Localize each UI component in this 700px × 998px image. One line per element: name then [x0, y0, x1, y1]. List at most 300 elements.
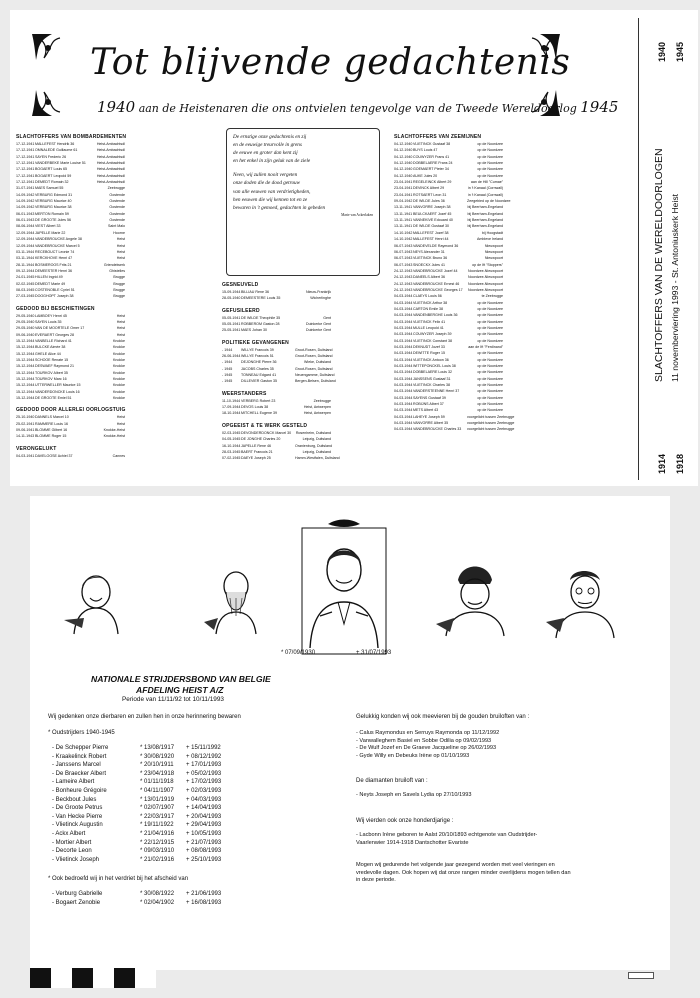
victim-name: DANEELS Albert 36	[413, 275, 445, 280]
victim-name: VANDEBROUCKE Jozef 44	[413, 268, 458, 273]
victim-place: bij Beerham-Engeland	[467, 218, 503, 223]
gold-wedding-label: Gelukkig konden wij ook meevieren bij de gouden bruiloften van :	[356, 714, 530, 720]
victim-place: bij Beerham-Engeland	[467, 205, 503, 210]
member-death: + 25/10/1993	[186, 856, 222, 863]
text-line: - Lacbonn Irène geboren te Aalst 20/10/1893 echtgenote van Oudstrijder-	[356, 832, 538, 838]
victim-name: VANDEBROUCKE Charles 33	[413, 427, 462, 432]
victim-name: VANDEBROUCKE Ernest 46	[413, 281, 460, 286]
victim-place: op de Noordzee	[477, 325, 503, 330]
victim-place: Ghistelles	[109, 268, 125, 273]
victim-date: 23-04-1941	[394, 186, 413, 191]
victim-date: - 1944	[222, 360, 233, 365]
victim-place: Heist-Ambachtsdl	[96, 154, 125, 159]
victim-name: VANVORRE Joseph 38	[413, 205, 451, 210]
victim-name: VLIETINCK Constant 38	[413, 338, 452, 343]
scale-marker	[628, 972, 654, 979]
member-death: + 15/11/1992	[186, 745, 221, 751]
victim-place: Oostende	[109, 192, 125, 197]
victim-date: 27-03-1945	[16, 294, 35, 299]
victim-name: SAYEN Frederic 26	[35, 154, 67, 159]
victim-place: Leipzig, Duitsland	[302, 449, 331, 454]
center-birth-date: * 07/09/1930	[281, 650, 316, 656]
victim-name: TOURKOV Marc 16	[35, 377, 67, 382]
victim-date: 24-12-1943	[394, 268, 413, 273]
victim-name: DAEYE Joseph 25	[241, 456, 271, 461]
swatch-light-1	[51, 968, 72, 988]
member-birth: * 13/01/1919	[140, 796, 175, 803]
centenarian-label: Wij vierden ook onze honderdjarige :	[356, 818, 454, 824]
afscheid-label: * Ook bedroefd wij in het verdriet bij het afscheid van	[48, 876, 189, 882]
swatch-dark-2	[72, 968, 93, 988]
victim-date: 24-12-1943	[394, 287, 413, 292]
victim-date: 06-01-1943	[16, 211, 35, 216]
victim-name: DE GROOTE Emiel 51	[35, 396, 72, 401]
side-title: SLACHTOFFERS VAN DE WERELDOORLOGEN	[653, 148, 665, 382]
victim-date: 24-12-1943	[394, 281, 413, 286]
member-birth: * 30/08/1922	[140, 891, 175, 897]
gold-wedding-list	[356, 730, 499, 760]
victim-name: SCHOOE Renate 15	[35, 358, 69, 362]
victim-name: VLIETINCK Bruno 36	[413, 256, 448, 261]
victim-name: KERCKHOVE Henri 47	[35, 256, 73, 261]
victim-date: 16-10-1944	[222, 443, 241, 448]
victim-name: JACOBS Charles 35	[241, 366, 274, 371]
victim-place: Ambleve Ireland	[477, 237, 503, 242]
victim-name: BUYS Louis 47	[413, 148, 438, 153]
member-death: + 17/02/1993	[186, 779, 222, 786]
victim-row	[222, 455, 388, 461]
victim-name: MALLEFEST Hendrik 36	[35, 142, 75, 146]
victim-place: bij Beerham-Engeland	[467, 211, 503, 216]
poem-line: en het enkel in zijn geluk van de ziele	[233, 158, 311, 165]
victim-date: 13-11-1941	[394, 218, 413, 223]
member-row	[52, 778, 221, 787]
victim-place: Knokke-Heist	[103, 434, 125, 439]
victim-place: Knokke	[113, 370, 125, 375]
victim-name: DE JONGHE Charles 20	[241, 437, 281, 442]
victim-date: 13-11-1941	[394, 205, 413, 210]
period-text: Periode van 11/11/92 tot 10/11/1993	[122, 696, 224, 703]
victim-name: MITCHELL Eugene 39	[241, 411, 278, 416]
victim-date: 26-06-1944	[222, 354, 241, 359]
victim-name: HILLEN Ingrid 49	[35, 275, 63, 280]
member-birth: * 19/11/1922	[140, 822, 174, 829]
victim-date: 18-10-1944	[222, 411, 241, 416]
victim-date: 04-12-1940	[394, 167, 413, 172]
victim-place: op de Noordzee	[477, 154, 503, 159]
subtitle-text: aan de Heistenaren die ons ontvielen tengevolge van de Tweede Wereldoorlog	[138, 102, 577, 115]
victim-date: 25-05-1941	[222, 328, 241, 333]
swatch-dark-1	[30, 968, 51, 988]
victim-place: aan de Hill "Cumae"	[470, 180, 503, 185]
victim-date: 13-11-1941	[394, 224, 413, 229]
portrait-4-icon	[432, 560, 516, 638]
member-row	[52, 796, 221, 805]
victim-date: 17-12-1941	[16, 173, 35, 178]
victim-place: Heist-Ambachtsdl	[96, 161, 125, 166]
victim-name: SAYENS Gustaaf 39	[413, 395, 446, 400]
victim-date: 28-05-1940	[222, 296, 241, 301]
victim-name: METS Albert 43	[413, 408, 439, 413]
victim-date: 17-12-1941	[16, 154, 35, 159]
victim-place: te Zeebrugge	[481, 294, 503, 299]
victim-place: Gent	[323, 315, 331, 320]
member-name: - Verburg Gabrielle	[52, 891, 103, 897]
victim-place: op de Noordzee	[477, 376, 503, 381]
victim-date: 04-03-1944	[394, 294, 413, 299]
ornament-corner-top-left-icon	[30, 32, 70, 68]
victim-place: Heist	[116, 415, 125, 420]
victim-name: DEVONDERDONCK Marcel 30	[241, 430, 292, 435]
victim-place: Rosenheim, Duitsland	[295, 430, 331, 435]
section-heading: OPGEEIST & TE WERK GESTELD	[222, 422, 308, 429]
victim-date: 04-12-1940	[394, 173, 413, 178]
diamond-wedding-list	[356, 792, 471, 800]
victim-row	[222, 295, 388, 301]
victim-date: 28-03-1945	[222, 449, 241, 454]
victim-date: 04-12-1940	[394, 154, 413, 159]
member-row	[52, 856, 221, 865]
member-birth: * 20/10/1911	[140, 762, 174, 769]
victim-name: DOBBELAERE Louis 32	[413, 370, 452, 375]
victim-date: 03-11-1944	[16, 256, 35, 261]
member-name: - Vlietinck Augustin	[52, 822, 103, 829]
victim-name: DEVINCK Albert 29	[413, 186, 445, 191]
victim-name: VANVORRE Albert 35	[413, 421, 449, 426]
victim-place: op de Noordzee	[477, 389, 503, 394]
victim-name: VANDEBROUCKE Georges 17	[413, 287, 463, 292]
victim-place: Saint Malo	[108, 224, 125, 229]
victim-place: Duinkerke Gent	[306, 322, 331, 327]
victim-name: DE WILDE Theophile 35	[241, 315, 281, 320]
member-row	[52, 839, 221, 848]
victim-place: op de Noordzee	[477, 161, 503, 166]
victim-date: 15-12-1944	[16, 377, 35, 382]
victim-name: LAMBOEY Henri 45	[35, 313, 67, 318]
victim-date: 04-03-1944	[394, 300, 413, 305]
victim-date: 11-10-1944	[222, 398, 241, 403]
victim-place: Noordzee-Nieuwpoort	[468, 281, 503, 286]
victim-place: bij Hoogstadt	[482, 230, 503, 235]
victim-place: Neuengamme, Duitsland	[295, 373, 335, 378]
victim-date: 04-03-1944	[394, 357, 413, 362]
victim-place: voorgelicht tussen Zeebrugge	[467, 421, 515, 426]
victim-name: BLOMME Gilbert 16	[35, 428, 68, 433]
member-birth: * 23/04/1918	[140, 770, 175, 777]
victim-place: Knokke	[113, 389, 125, 394]
section-heading: SLACHTOFFERS VAN ZEEMIJNEN	[394, 134, 482, 140]
poem-line: onze doden die de dood getrouw	[233, 180, 301, 187]
victim-date: 04-03-1944	[394, 313, 413, 318]
side-band-divider	[638, 18, 639, 480]
victim-name: DEJONGHE Pierre 36	[241, 360, 277, 365]
member-death: + 20/04/1993	[186, 813, 222, 820]
victim-date: 06-01-1943	[16, 218, 35, 223]
victim-name: VLIETINCK Antoon 36	[413, 357, 449, 362]
victim-name: VANDERDONCKE Louis 16	[35, 389, 80, 394]
victim-date: 04-03-1944	[394, 338, 413, 343]
member-name: - Kraakelinck Robert	[52, 753, 107, 760]
victim-date: 17-09-1944	[222, 405, 241, 410]
victim-name: CLAEYS Louis 56	[413, 294, 442, 299]
victim-place: Knokke	[113, 358, 125, 362]
side-year-1918: 1918	[675, 453, 685, 474]
victim-date: 04-03-1944	[394, 325, 413, 330]
victim-date: 23-04-1941	[394, 180, 413, 185]
victim-row	[16, 293, 212, 299]
victim-name: DOOGHOPT Joseph 38	[35, 294, 74, 299]
member-death: + 29/04/1993	[186, 822, 222, 829]
victim-place: Heist	[116, 332, 125, 337]
victim-date: 15-12-1944	[16, 358, 35, 362]
victim-date: 31-07-1941	[16, 186, 35, 191]
victim-place: op de Noordzee	[477, 357, 503, 362]
victim-row	[16, 433, 212, 439]
victim-name: WILLYE Francois 51	[241, 354, 274, 359]
victim-name: CARTON Emile 38	[413, 306, 444, 311]
poem-line: van alle eeuwen van verdrietigheden,	[233, 188, 311, 195]
victim-place: Wieke, Duitsland	[304, 360, 331, 365]
victim-name: GHELE Alice 44	[35, 351, 61, 356]
portrait-2-icon	[200, 564, 270, 638]
member-row	[52, 744, 221, 753]
member-birth: * 21/02/1916	[140, 856, 175, 863]
text-line: - De Wulf Jozef en De Graeve Jacqueline op 26/02/1993	[356, 745, 497, 752]
victim-place: Nieuwpoort	[484, 243, 503, 248]
victim-name: COUWYZER Frans 41	[413, 154, 450, 159]
member-birth: * 09/03/1910	[140, 848, 175, 855]
victim-row	[16, 453, 212, 459]
victim-place: in 't Kanaal (Cornwall)	[467, 192, 503, 197]
victim-date: 04-03-1941	[16, 453, 35, 458]
member-name: - Van Hecke Pierre	[52, 813, 103, 820]
victim-place: Heist	[116, 249, 125, 254]
victim-name: DEWITTE Roger 15	[413, 351, 445, 356]
victim-name: MAES Samuel 55	[35, 186, 64, 191]
victim-name: DEKNUDT Jozef 33	[413, 345, 445, 349]
victim-place: bij Beerham-Engeland	[467, 224, 503, 229]
member-row	[52, 804, 221, 813]
victim-date: 06-07-1943	[394, 249, 413, 254]
victim-place: Heist	[116, 256, 125, 261]
victim-row	[394, 426, 562, 432]
victim-name: VLIETINCK Charles 38	[413, 383, 450, 388]
subtitle-year-end: 1945	[580, 98, 619, 116]
victim-place: Oostende	[109, 211, 125, 216]
victim-row	[222, 378, 388, 384]
center-death-date: + 31/07/1993	[356, 650, 392, 656]
victim-date: 24-12-1943	[394, 275, 413, 280]
victim-name: VANDENBERGHE Louis 36	[413, 313, 458, 318]
member-name: - Mortier Albert	[52, 839, 92, 846]
victim-date: - 1944	[222, 347, 233, 352]
victim-place: Knokke	[113, 377, 125, 382]
victim-place: Heist	[116, 326, 125, 331]
group-label: * Oudstrijders 1940-1945	[48, 730, 115, 736]
memorial-poem-box	[226, 128, 380, 276]
victim-name: BOGAERT Leopold 59	[35, 173, 72, 178]
member-row	[52, 813, 221, 822]
victim-place: Oostende	[109, 199, 125, 204]
victim-name: VLIETINCK Gustaaf 38	[413, 142, 451, 146]
victim-name: DOBBELAERE Frans 24	[413, 161, 453, 166]
victim-name: COSTENOBLE Cyriel 51	[35, 287, 75, 292]
member-birth: * 01/11/1918	[140, 779, 174, 786]
side-year-1945: 1945	[675, 41, 685, 62]
victim-date: 17-12-1941	[16, 142, 35, 146]
victim-name: BULCKE Aimée 38	[35, 345, 66, 350]
victim-date: 06-07-1943	[394, 256, 413, 261]
victim-name: DEMEESTER Henri 36	[35, 268, 72, 273]
poem-line: De ernstige onze gedachtenis en zij	[233, 134, 307, 140]
victim-date: 04-03-1944	[394, 306, 413, 311]
victim-name: VANDERBEKE Marie Louise 51	[35, 161, 86, 166]
victim-date: 12-09-1944	[16, 243, 35, 248]
victim-place: op de Noordzee	[477, 319, 503, 324]
victim-name: BOSMEROOS Frits 21	[35, 262, 72, 267]
victim-date: 09-06-1940	[16, 332, 35, 337]
section-heading: GEDOOD DOOR ALLERLEI OORLOGSTUIG	[16, 407, 126, 414]
member-name: - Bonheure Grégoire	[52, 787, 107, 794]
victim-date: 15-12-1944	[16, 370, 35, 375]
member-death: + 04/03/1993	[186, 796, 222, 803]
victim-date: 14-11-1943	[16, 434, 35, 439]
victim-date: 14-09-1942	[16, 205, 35, 210]
member-row	[52, 890, 221, 899]
member-name: - Janssens Marcel	[52, 762, 101, 769]
page-title: Tot blijvende gedachtenis	[90, 42, 571, 83]
victim-date: 09-12-1944	[16, 268, 35, 273]
victim-date: 06-07-1943	[394, 262, 413, 267]
victims-column-1	[16, 134, 212, 484]
victim-place: Brugge	[113, 281, 125, 286]
victim-place: Heist, Antwerpen	[303, 405, 331, 410]
victim-name: ROBIJNS Albert 37	[413, 402, 444, 407]
member-row	[52, 847, 221, 856]
victim-place: Noordzee-Nieuwpoort	[468, 268, 503, 273]
victim-date: 23-04-1941	[394, 192, 413, 197]
victim-date: 12-09-1944	[16, 237, 35, 242]
victim-date: 04-03-1944	[394, 389, 413, 394]
victims-column-3	[394, 134, 562, 484]
victim-place: op de Noordzee	[477, 370, 503, 375]
portrait-1-icon	[60, 568, 130, 638]
text-line: - Gyde Willy en Debeuks Irène op 01/10/1993	[356, 752, 470, 759]
victim-name: MALLEFEST Jozef 38	[413, 230, 449, 235]
victim-date: 24-01-1945	[16, 275, 35, 280]
victim-date: 08-06-1944	[16, 224, 35, 229]
victim-place: Groot-Rosen, Duitsland	[295, 366, 333, 371]
poem-line: en de eeuwige treurvolle in grens	[233, 142, 302, 149]
victim-place: Heist-Ambachtsdl	[96, 148, 125, 153]
victim-place: op de Ift "Stoppers"	[472, 262, 503, 267]
member-death: + 16/08/1993	[186, 899, 222, 906]
victim-place: Knokke	[113, 351, 125, 356]
victim-date: 15-09-1944	[222, 290, 241, 294]
victim-place: Heist, Antwerpen	[303, 411, 331, 416]
poem-line: hen eeuwen die wij kennen tot en ze	[233, 196, 308, 203]
victim-date: 15-12-1944	[16, 345, 35, 350]
victim-place: Noordzee-Nieuwpoort	[468, 275, 503, 280]
member-row	[52, 821, 221, 830]
victim-date: 05-05-1941	[222, 322, 241, 327]
victim-place: op de Noordzee	[477, 167, 503, 172]
victim-place: Heist-Ambachtsdl	[96, 173, 125, 178]
victim-date: 06-07-1943	[394, 243, 413, 248]
victim-place: Heist	[116, 319, 125, 324]
victim-name: DEVOS Louis 38	[241, 405, 269, 410]
victim-date: 05-05-1941	[222, 315, 241, 320]
member-name: - Ackx Albert	[52, 830, 86, 837]
victim-row	[222, 327, 388, 333]
left-intro: Wij gedenken onze dierbaren en zullen hen in onze herinnering bewaren	[48, 714, 241, 720]
section-heading: VERONGELUKT	[16, 445, 57, 452]
victim-place: Heist-Ambachtsdl	[96, 167, 125, 172]
victim-place: Griendelwerk	[103, 262, 125, 267]
victim-date: 04-03-1944	[394, 332, 413, 337]
victim-place: Duinkerke Gent	[306, 328, 331, 333]
victim-place: Cannes	[112, 453, 125, 458]
victim-place: Brugge	[113, 275, 125, 280]
victim-place: Heist	[116, 421, 125, 426]
victim-date: 04-03-1944	[394, 319, 413, 324]
victim-name: VANDEBROUCKE Marcel 5	[35, 243, 80, 248]
victim-name: VERBURG Edmond 31	[35, 192, 73, 197]
victim-name: VERBURG Maurice 40	[35, 199, 72, 204]
member-row	[52, 753, 221, 762]
side-year-1940: 1940	[657, 41, 667, 62]
victim-place: Brugge	[113, 294, 125, 299]
victim-place: Wicherlinghe	[310, 296, 331, 301]
victim-name: MALLEFEST Henri 44	[413, 237, 449, 242]
victim-name: TOURKOV Albert 35	[35, 370, 68, 375]
victim-name: LAHEYE Joseph 59	[413, 414, 445, 419]
victim-place: Hoorne	[113, 230, 125, 235]
victim-name: COUWYZER Joseph 39	[413, 332, 452, 337]
closing-text	[356, 862, 571, 885]
victim-date: 17-12-1941	[16, 167, 35, 172]
member-death: + 10/05/1993	[186, 830, 222, 837]
member-death: + 05/02/1993	[186, 770, 222, 777]
member-birth: * 22/03/1917	[140, 813, 175, 820]
poem-line: Neen, wij zullen nooit vergeten	[233, 172, 298, 179]
portrait-5-icon	[544, 562, 624, 640]
victim-name: JAPELLE Rene 46	[241, 443, 271, 448]
victim-place: op de Noordzee	[477, 402, 503, 407]
victim-name: VANDEVELDE Raymond 36	[413, 243, 459, 248]
victim-date: 15-12-1944	[16, 351, 35, 356]
victim-place: op de Noordzee	[477, 306, 503, 311]
victim-name: VANNEKIVE Edouard 40	[413, 218, 453, 223]
victim-name: OMNALEDE Guillaume 61	[35, 148, 78, 153]
member-row	[52, 899, 221, 908]
victim-name: VANDERSTEENNE Henri 37	[413, 389, 460, 394]
member-death: + 08/08/1993	[186, 848, 222, 855]
member-name: - Bogaert Zenobie	[52, 899, 101, 906]
poem-line: bewaren in 't gemoed, gedachten in gebeden	[233, 204, 326, 211]
victim-date: 15-12-1944	[16, 396, 35, 401]
member-death: + 21/06/1993	[186, 891, 222, 897]
victim-name: ROTSAERT Leon 31	[413, 192, 447, 197]
victim-name: BOGAERT Louis 65	[35, 167, 68, 172]
victim-date: 15-12-1944	[16, 383, 35, 388]
victim-name: BILLIAU Rene 36	[241, 290, 269, 294]
victims-column-2	[222, 282, 388, 482]
victim-date: 14-09-1942	[16, 199, 35, 204]
victim-place: op de Noordzee	[477, 395, 503, 400]
victim-name: DE WILDE Jules 36	[413, 199, 445, 204]
text-line: Vaarlenwier 1914-1918 Dantschotter Evariste	[356, 839, 469, 846]
